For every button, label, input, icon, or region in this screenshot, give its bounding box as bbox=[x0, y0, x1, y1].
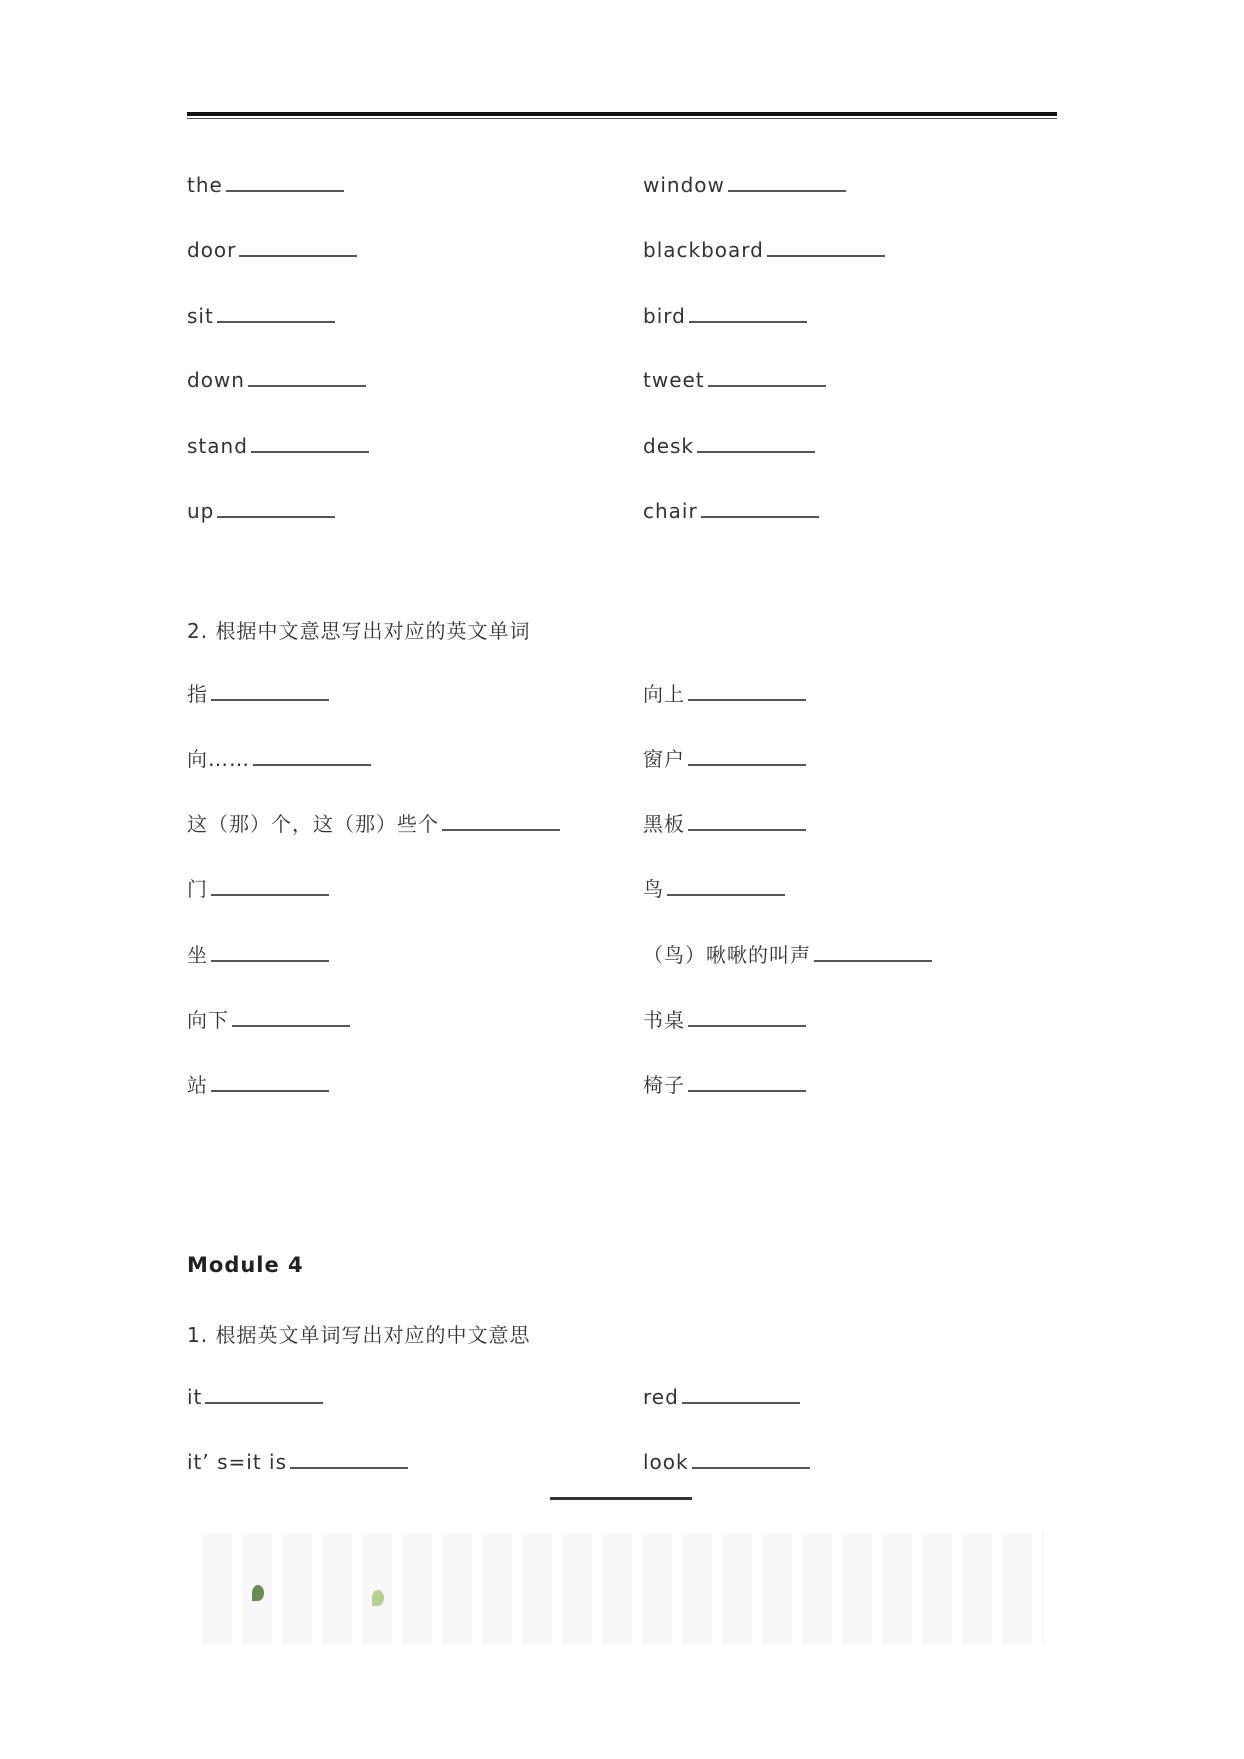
module-4-section-1-title: 1. 根据英文单词写出对应的中文意思 bbox=[187, 1323, 531, 1347]
prompt-text: 鸟 bbox=[643, 877, 664, 901]
answer-blank[interactable] bbox=[688, 746, 806, 766]
vocab-item bbox=[187, 746, 371, 771]
prompt-text: 书桌 bbox=[643, 1008, 685, 1032]
answer-blank[interactable] bbox=[814, 942, 932, 962]
vocab-item bbox=[187, 1384, 323, 1409]
vocab-item bbox=[187, 367, 366, 392]
vocab-item bbox=[643, 367, 826, 392]
answer-blank[interactable] bbox=[217, 303, 335, 323]
section-2-title: 2. 根据中文意思写出对应的英文单词 bbox=[187, 619, 531, 643]
vocab-item bbox=[643, 1072, 806, 1097]
prompt-text: 这（那）个，这（那）些个 bbox=[187, 812, 439, 836]
answer-blank[interactable] bbox=[442, 811, 560, 831]
answer-blank[interactable] bbox=[253, 746, 371, 766]
module-4-heading: Module 4 bbox=[187, 1253, 304, 1277]
prompt-text: 向下 bbox=[187, 1008, 229, 1032]
answer-blank[interactable] bbox=[251, 433, 369, 453]
vocab-item bbox=[643, 433, 815, 458]
answer-blank[interactable] bbox=[692, 1449, 810, 1469]
vocab-item bbox=[187, 1072, 329, 1097]
prompt-text: 窗户 bbox=[643, 747, 685, 771]
header-double-rule bbox=[187, 112, 1057, 116]
answer-blank[interactable] bbox=[688, 811, 806, 831]
vocab-item bbox=[643, 811, 806, 836]
answer-blank[interactable] bbox=[211, 1072, 329, 1092]
leaf-icon bbox=[252, 1585, 264, 1601]
vocab-item bbox=[643, 498, 819, 523]
answer-blank[interactable] bbox=[211, 942, 329, 962]
prompt-text: blackboard bbox=[643, 238, 764, 262]
vocab-item bbox=[643, 172, 846, 197]
answer-blank[interactable] bbox=[211, 681, 329, 701]
answer-blank[interactable] bbox=[701, 498, 819, 518]
vocab-item bbox=[643, 1449, 810, 1474]
prompt-text: 指 bbox=[187, 682, 208, 706]
faded-watermark-image bbox=[202, 1533, 1044, 1645]
vocab-item bbox=[187, 811, 560, 836]
vocab-item bbox=[187, 237, 357, 262]
vocab-item bbox=[643, 237, 885, 262]
prompt-text: down bbox=[187, 368, 245, 392]
vocab-item bbox=[643, 681, 806, 706]
prompt-text: 向上 bbox=[643, 682, 685, 706]
vocab-item bbox=[187, 303, 335, 328]
prompt-text: door bbox=[187, 238, 237, 262]
vocab-item bbox=[187, 942, 329, 967]
vocab-item bbox=[643, 1384, 800, 1409]
vocab-item bbox=[643, 1007, 806, 1032]
answer-blank[interactable] bbox=[689, 303, 807, 323]
prompt-text: chair bbox=[643, 499, 698, 523]
answer-blank[interactable] bbox=[728, 172, 846, 192]
answer-blank[interactable] bbox=[248, 367, 366, 387]
answer-blank[interactable] bbox=[290, 1449, 408, 1469]
answer-blank[interactable] bbox=[708, 367, 826, 387]
vocab-item bbox=[187, 681, 329, 706]
prompt-text: window bbox=[643, 173, 725, 197]
answer-blank[interactable] bbox=[226, 172, 344, 192]
prompt-text: red bbox=[643, 1385, 679, 1409]
vocab-item bbox=[643, 746, 806, 771]
prompt-text: look bbox=[643, 1450, 689, 1474]
answer-blank[interactable] bbox=[205, 1384, 323, 1404]
answer-blank[interactable] bbox=[232, 1007, 350, 1027]
answer-blank[interactable] bbox=[239, 237, 357, 257]
answer-blank[interactable] bbox=[697, 433, 815, 453]
vocab-item bbox=[187, 1449, 408, 1474]
prompt-text: bird bbox=[643, 304, 686, 328]
vocab-item bbox=[187, 876, 329, 901]
vocab-item bbox=[187, 498, 335, 523]
prompt-text: up bbox=[187, 499, 215, 523]
prompt-text: 坐 bbox=[187, 943, 208, 967]
vocab-item bbox=[643, 942, 932, 967]
prompt-text: sit bbox=[187, 304, 214, 328]
prompt-text: stand bbox=[187, 434, 248, 458]
page-footer-mark bbox=[550, 1497, 692, 1500]
prompt-text: 黑板 bbox=[643, 812, 685, 836]
prompt-text: 站 bbox=[187, 1073, 208, 1097]
answer-blank[interactable] bbox=[211, 876, 329, 896]
vocab-item bbox=[187, 1007, 350, 1032]
leaf-icon bbox=[372, 1590, 384, 1606]
prompt-text: it’ s=it is bbox=[187, 1450, 288, 1474]
prompt-text: （鸟）啾啾的叫声 bbox=[643, 943, 811, 967]
vocab-item bbox=[643, 303, 807, 328]
prompt-text: desk bbox=[643, 434, 695, 458]
answer-blank[interactable] bbox=[688, 1072, 806, 1092]
vocab-item bbox=[187, 172, 344, 197]
answer-blank[interactable] bbox=[667, 876, 785, 896]
prompt-text: 椅子 bbox=[643, 1073, 685, 1097]
header-rule-thin bbox=[187, 118, 1057, 119]
answer-blank[interactable] bbox=[688, 681, 806, 701]
answer-blank[interactable] bbox=[767, 237, 885, 257]
answer-blank[interactable] bbox=[688, 1007, 806, 1027]
prompt-text: the bbox=[187, 173, 223, 197]
answer-blank[interactable] bbox=[682, 1384, 800, 1404]
vocab-item bbox=[643, 876, 785, 901]
prompt-text: 门 bbox=[187, 877, 208, 901]
answer-blank[interactable] bbox=[217, 498, 335, 518]
prompt-text: it bbox=[187, 1385, 203, 1409]
prompt-text: tweet bbox=[643, 368, 705, 392]
vocab-item bbox=[187, 433, 369, 458]
prompt-text: 向…… bbox=[187, 747, 250, 771]
